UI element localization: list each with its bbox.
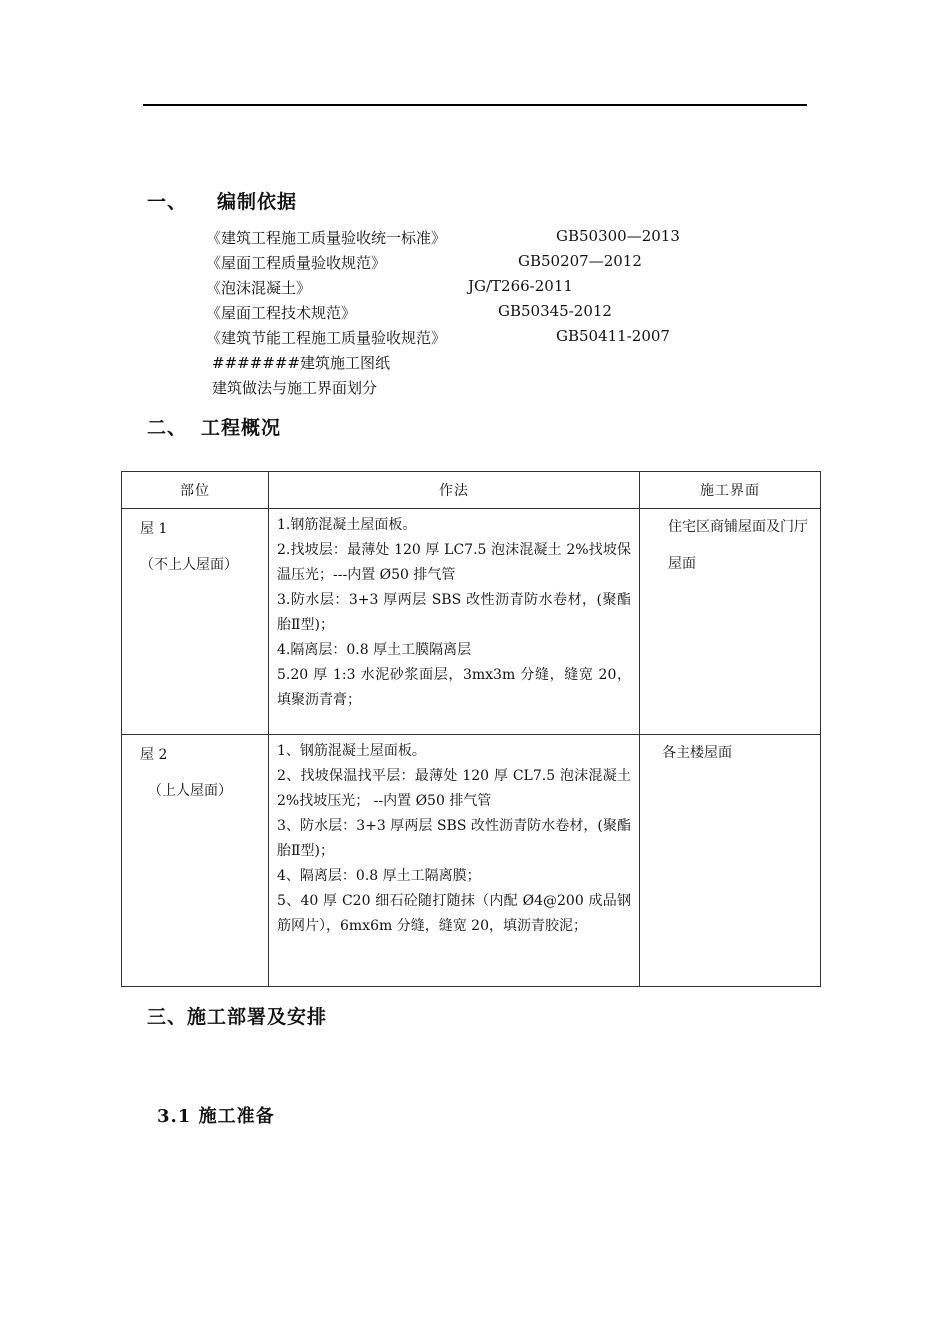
header-method: 作法 [269, 472, 640, 509]
table-header-row [122, 472, 821, 509]
part-sub: （上人屋面） [148, 783, 232, 799]
reference-line [206, 327, 670, 348]
construction-table [121, 471, 821, 987]
reference-code: GB50207—2012 [518, 252, 642, 270]
section3-heading: 三、施工部署及安排 [147, 1006, 328, 1028]
part-name: 屋 2 [140, 747, 168, 763]
method-step: 1.钢筋混凝土屋面板。 [277, 517, 417, 533]
reference-code: GB50411-2007 [556, 327, 670, 345]
reference-extra: #######建筑施工图纸 [212, 354, 390, 372]
reference-code: GB50345-2012 [498, 302, 612, 320]
method-step: 5、40 厚 C20 细石砼随打随抹（内配 Ø4@200 成品钢筋网片），6mx6m 分缝，缝宽 20，填沥青胶泥； [277, 893, 631, 934]
section2-heading [147, 413, 281, 440]
part-cell [122, 509, 269, 735]
reference-name: 《泡沫混凝土》 [206, 279, 312, 297]
reference-line [206, 252, 642, 273]
method-step: 2、找坡保温找平层：最薄处 120 厚 CL7.5 泡沫混凝土 2%找坡压光； --内置 Ø50 排气管 [277, 768, 631, 809]
method-step: 4、隔离层：0.8 厚土工隔离膜； [277, 868, 481, 884]
section2-title: 工程概况 [201, 417, 282, 439]
reference-extra: 建筑做法与施工界面划分 [212, 379, 378, 397]
section2-number: 二、 [147, 417, 188, 439]
reference-name: 《建筑工程施工质量验收统一标准》 [206, 229, 447, 247]
reference-code: JG/T266-2011 [468, 277, 573, 295]
section1-heading [147, 187, 297, 214]
interface-cell [640, 735, 821, 987]
interface-text: 住宅区商铺屋面及门厅屋面 [668, 519, 808, 572]
reference-code: GB50300—2013 [556, 227, 680, 245]
header-part: 部位 [122, 472, 269, 509]
section3-subheading: 3.1 施工准备 [157, 1106, 275, 1127]
method-step: 2.找坡层：最薄处 120 厚 LC7.5 泡沫混凝土 2%找坡保温压光；---内置 Ø50 排气管 [277, 542, 631, 583]
method-cell [269, 509, 640, 735]
part-cell [122, 735, 269, 987]
reference-line [206, 227, 680, 248]
table-row [122, 735, 821, 987]
table-row [122, 509, 821, 735]
method-step: 4.隔离层：0.8 厚土工膜隔离层 [277, 642, 472, 658]
method-step: 5.20 厚 1:3 水泥砂浆面层，3mx3m 分缝，缝宽 20，填聚沥青膏； [277, 667, 631, 708]
method-step: 3、防水层：3+3 厚两层 SBS 改性沥青防水卷材，(聚酯胎Ⅱ型)； [277, 818, 631, 859]
reference-line [206, 277, 573, 298]
reference-name: 《屋面工程质量验收规范》 [206, 254, 387, 272]
section1-title: 编制依据 [217, 191, 298, 213]
interface-text: 各主楼屋面 [662, 745, 732, 761]
method-step: 3.防水层：3+3 厚两层 SBS 改性沥青防水卷材，(聚酯胎Ⅱ型)； [277, 592, 631, 633]
part-sub: （不上人屋面） [140, 557, 238, 573]
reference-line [206, 302, 612, 323]
reference-name: 《建筑节能工程施工质量验收规范》 [206, 329, 447, 347]
interface-cell [640, 509, 821, 735]
reference-name: 《屋面工程技术规范》 [206, 304, 357, 322]
part-name: 屋 1 [140, 521, 168, 537]
method-cell [269, 735, 640, 987]
section1-number: 一、 [147, 191, 188, 213]
header-rule [143, 104, 807, 106]
header-interface: 施工界面 [640, 472, 821, 509]
method-step: 1、钢筋混凝土屋面板。 [277, 743, 426, 759]
